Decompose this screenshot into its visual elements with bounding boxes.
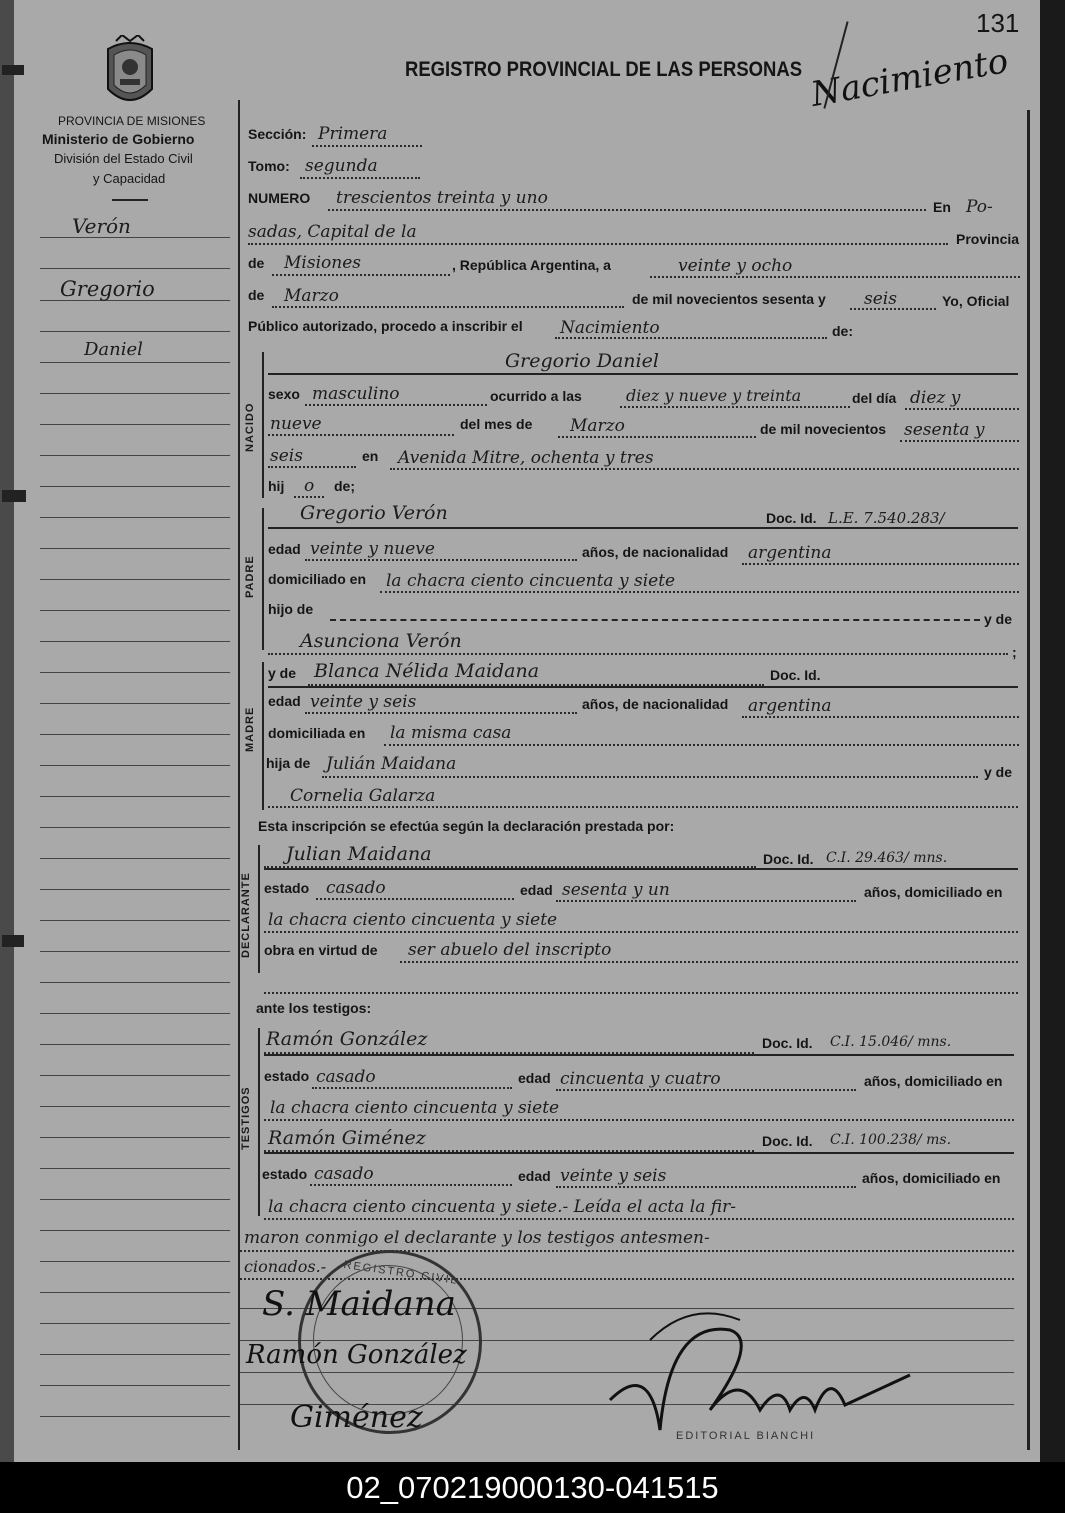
lugar-nac-value: Avenida Mitre, ochenta y tres — [398, 448, 654, 468]
signature-witness-2: Giménez — [290, 1400, 423, 1435]
lugar-value: sadas, Capital de la — [248, 222, 417, 242]
provincia-value: Misiones — [284, 253, 361, 273]
decl-nombre: Julian Maidana — [286, 843, 432, 865]
section-nacido: NACIDO — [244, 402, 256, 452]
declarante-bracket — [258, 845, 260, 973]
section-declarante: DECLARANTE — [240, 872, 252, 958]
padre-edad-label: edad — [268, 541, 301, 557]
y-de-madre-label: y de — [268, 665, 297, 681]
testigos-bracket — [258, 1028, 260, 1216]
closing-line-1: maron conmigo el declarante y los testigos antesmen- — [244, 1228, 710, 1248]
anio-value: seis — [864, 289, 897, 309]
printer-imprint: EDITORIAL BIANCHI — [676, 1430, 816, 1442]
tomo-value: segunda — [305, 156, 378, 176]
dia-value: diez y — [910, 388, 961, 408]
hij-label: hij — [268, 478, 285, 494]
del-dia-label: del día — [852, 390, 897, 406]
folio-number: 131 — [976, 8, 1020, 38]
section-madre: MADRE — [244, 706, 256, 752]
de-semicolon-label: de; — [334, 478, 355, 494]
hij-suffix: o — [304, 476, 315, 496]
madre-dom-value: la misma casa — [390, 723, 512, 743]
margin-annotation: Nacimiento — [808, 41, 1012, 115]
provincia-label: Provincia — [956, 231, 1020, 247]
province-name: PROVINCIA DE MISIONES — [58, 114, 206, 128]
padre-bracket — [262, 508, 264, 650]
inscripcion-statement: Esta inscripción se efectúa según la declaración prestada por: — [258, 818, 675, 834]
hora-value: diez y nueve y treinta — [626, 386, 802, 405]
section-testigos: TESTIGOS — [240, 1086, 252, 1150]
division-name: División del Estado Civil — [54, 151, 193, 166]
ministry-name: Ministerio de Gobierno — [42, 131, 195, 147]
binder-mark — [2, 490, 26, 502]
decl-doc-value: C.I. 29.463/ mns. — [826, 850, 948, 866]
official-signature-icon — [590, 1300, 930, 1450]
margin-middlename: Daniel — [84, 339, 143, 360]
decl-estado-value: casado — [326, 878, 386, 898]
padre-nac-value: argentina — [748, 543, 832, 563]
margin-surname: Verón — [72, 214, 131, 238]
ocurrido-label: ocurrido a las — [490, 388, 582, 404]
nacido-bracket — [262, 352, 264, 498]
t1-edad-value: cincuenta y cuatro — [560, 1069, 721, 1089]
t2-nombre: Ramón Giménez — [268, 1127, 426, 1149]
madre-bracket — [262, 662, 264, 810]
closing-line-2: cionados.- — [244, 1257, 327, 1276]
ante-testigos-label: ante los testigos: — [256, 1000, 372, 1016]
yo-oficial-label: Yo, Oficial — [942, 293, 1010, 309]
de-label: de — [248, 255, 265, 271]
madre-doc-label: Doc. Id. — [770, 667, 821, 683]
del-mes-label: del mes de — [460, 416, 533, 432]
t2-edad-value: veinte y seis — [560, 1166, 667, 1186]
semicolon-mark: ; — [1012, 644, 1017, 660]
t1-estado-label: estado — [264, 1068, 310, 1084]
mes-value: Marzo — [284, 286, 339, 306]
t2-edad-label: edad — [518, 1168, 551, 1184]
decl-obra-value: ser abuelo del inscripto — [408, 940, 612, 960]
t2-estado-value: casado — [314, 1164, 374, 1184]
en-value: Po- — [966, 197, 993, 217]
madre-nac-value: argentina — [748, 696, 832, 716]
t2-estado-label: estado — [262, 1166, 308, 1182]
dia-value-2: nueve — [270, 414, 322, 434]
de-mes-label: de — [248, 287, 265, 303]
republica-label: , República Argentina, a — [452, 257, 611, 273]
t1-edad-label: edad — [518, 1070, 551, 1086]
right-page-edge — [1040, 0, 1065, 1462]
decl-edad-label: edad — [520, 882, 553, 898]
left-page-edge — [0, 0, 14, 1462]
padre-dom-value: la chacra ciento cincuenta y siete — [386, 571, 676, 591]
acto-value: Nacimiento — [560, 318, 660, 338]
y-de-madre2-label: y de — [984, 764, 1013, 780]
t1-doc-label: Doc. Id. — [762, 1035, 813, 1051]
section-padre: PADRE — [244, 555, 256, 598]
header-underline — [112, 199, 148, 201]
t2-dom-value: la chacra ciento cincuenta y siete.- Leída el acta la fir- — [268, 1197, 736, 1217]
padre-doc-value: L.E. 7.540.283/ — [828, 509, 945, 527]
mil-nov-label: de mil novecientos — [760, 421, 887, 437]
publico-label: Público autorizado, procedo a inscribir el — [248, 318, 523, 334]
nacido-nombre: Gregorio Daniel — [505, 350, 659, 372]
padre-madre-value: Asunciona Verón — [300, 630, 462, 652]
decl-doc-label: Doc. Id. — [763, 851, 814, 867]
stamp-text: REGISTRO CIVIL — [342, 1258, 460, 1288]
binder-mark — [2, 65, 24, 75]
mes-nac-value: Marzo — [570, 416, 625, 436]
de-colon-label: de: — [832, 323, 853, 339]
tomo-label: Tomo: — [248, 158, 290, 174]
t1-dom-label: años, domiciliado en — [864, 1073, 1003, 1089]
seccion-value: Primera — [318, 124, 388, 144]
madre-edad-label: edad — [268, 693, 301, 709]
numero-value: trescientos treinta y uno — [336, 188, 548, 208]
registry-title: REGISTRO PROVINCIAL DE LAS PERSONAS — [405, 58, 803, 81]
decl-estado-label: estado — [264, 880, 310, 896]
t1-dom-value: la chacra ciento cincuenta y siete — [270, 1098, 560, 1118]
madre-dom-label: domiciliada en — [268, 725, 366, 741]
en-lugar-label: en — [362, 448, 379, 464]
madre-edad-value: veinte y seis — [310, 692, 417, 712]
hijo-de-blank — [330, 619, 980, 621]
dia-letra-value: veinte y ocho — [678, 256, 793, 276]
t2-dom-label: años, domiciliado en — [862, 1170, 1001, 1186]
madre-madre-value: Cornelia Galarza — [290, 786, 436, 806]
padre-doc-label: Doc. Id. — [766, 510, 817, 526]
obra-label: obra en virtud de — [264, 942, 378, 958]
seccion-label: Sección: — [248, 126, 307, 142]
decl-dom-label: años, domiciliado en — [864, 884, 1003, 900]
t1-doc-value: C.I. 15.046/ mns. — [830, 1034, 952, 1050]
padre-dom-label: domiciliado en — [268, 571, 367, 587]
hija-de-label: hija de — [266, 755, 311, 771]
division-capacity: y Capacidad — [93, 171, 166, 186]
anio-nac-value: sesenta y — [904, 420, 985, 440]
madre-padre-value: Julián Maidana — [326, 754, 457, 774]
anio-nac-value-2: seis — [270, 446, 303, 466]
padre-edad-value: veinte y nueve — [310, 539, 435, 559]
padre-nombre: Gregorio Verón — [300, 502, 448, 524]
provincial-crest-icon — [102, 35, 158, 113]
madre-nombre: Blanca Nélida Maidana — [314, 660, 540, 682]
signature-declarante: S. Maidana — [262, 1284, 456, 1324]
signature-witness-1: Ramón González — [246, 1340, 467, 1370]
decl-edad-value: sesenta y un — [562, 880, 670, 900]
en-label: En — [933, 199, 951, 215]
t2-doc-value: C.I. 100.238/ ms. — [830, 1132, 952, 1148]
margin-firstname: Gregorio — [60, 277, 155, 301]
padre-nac-label: años, de nacionalidad — [582, 544, 729, 560]
madre-nac-label: años, de nacionalidad — [582, 696, 729, 712]
t1-estado-value: casado — [316, 1067, 376, 1087]
scan-id-footer: 02_070219000130-041515 — [0, 1462, 1065, 1513]
numero-label: NUMERO — [248, 190, 311, 206]
hijo-de-label: hijo de — [268, 601, 314, 617]
mil-sesenta-label: de mil novecientos sesenta y — [632, 291, 826, 307]
right-border — [1027, 110, 1030, 1450]
y-de-label: y de — [984, 611, 1013, 627]
decl-dom-value: la chacra ciento cincuenta y siete — [268, 910, 558, 930]
binder-mark — [2, 935, 24, 947]
t2-doc-label: Doc. Id. — [762, 1133, 813, 1149]
margin-divider — [238, 100, 240, 1450]
t1-nombre: Ramón González — [266, 1028, 428, 1050]
sexo-label: sexo — [268, 386, 300, 402]
sexo-value: masculino — [312, 384, 400, 404]
